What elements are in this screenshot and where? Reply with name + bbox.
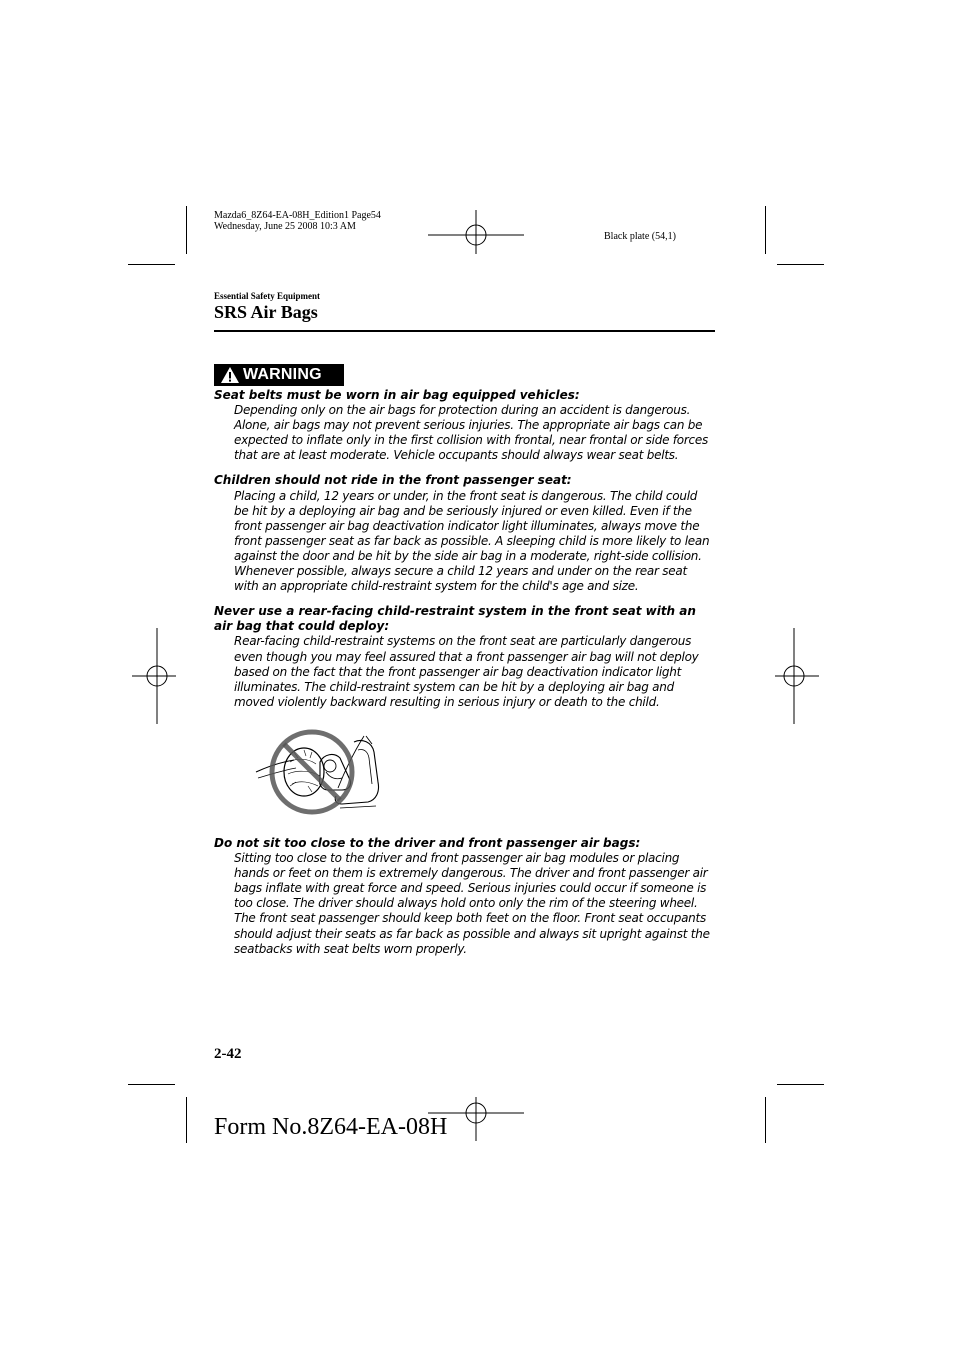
warning-triangle-icon — [220, 366, 240, 384]
warning-item — [214, 604, 714, 710]
title-rule — [214, 330, 715, 332]
warning-item-heading: Never use a rear-facing child-restraint system in the front seat with an air bag that could deploy: — [214, 604, 696, 634]
warning-item-body: Depending only on the air bags for protection during an accident is dangerous. Alone, air bags may not prevent serious injuries. The appropriate air bags can be expected to inflate only in the first collision with frontal, near frontal or side forces that are at least moderate. Vehicle occupants should always wear seat belts. — [234, 403, 709, 463]
warning-item-body: Sitting too close to the driver and front passenger air bag modules or placing hands or feet on them is extremely dangerous. The driver and front passenger air bags inflate with great force and speed. Serious injuries could occur if someone is too close. The driver should always hold onto only the rim of the steering wheel. The front seat passenger should keep both feet on the floor. Front seat occupants should adjust their seats as far back as possible and always sit upright against the seatbacks with seat belts worn properly. — [234, 851, 710, 956]
warning-item — [214, 473, 714, 594]
plate-label: Black plate (54,1) — [604, 231, 676, 242]
prohibited-rear-facing-child-seat-icon — [254, 722, 394, 818]
registration-mark-right-icon — [775, 628, 819, 724]
warning-content — [214, 388, 714, 967]
section-category: Essential Safety Equipment — [214, 291, 321, 301]
warning-text: WARNING — [243, 366, 322, 383]
print-file-info — [214, 210, 381, 232]
warning-item — [214, 388, 714, 463]
registration-mark-top-icon — [428, 210, 524, 254]
file-line: Mazda6_8Z64-EA-08H_Edition1 Page54 — [214, 210, 381, 221]
warning-item-body: Rear-facing child-restraint systems on the front seat are particularly dangerous even though you may feel assured that a front passenger air bag will not deploy based on the fact that the front passenger air bag deactivation indicator light illuminates. The child-restraint system can be hit by a deploying air bag and moved violently backward resulting in serious injury or death to the child. — [234, 634, 699, 709]
registration-mark-left-icon — [132, 628, 176, 724]
date-line: Wednesday, June 25 2008 10:3 AM — [214, 221, 356, 232]
warning-item — [214, 836, 714, 957]
form-number: Form No.8Z64-EA-08H — [214, 1114, 448, 1140]
warning-item-heading: Children should not ride in the front passenger seat: — [214, 473, 572, 488]
page-number: 2-42 — [214, 1046, 242, 1062]
warning-item-body: Placing a child, 12 years or under, in the front seat is dangerous. The child could be hit by a deploying air bag and be seriously injured or even killed. Even if the front passenger air bag deactivation indicator light illuminates, always move the front passenger seat as far back as possible. A sleeping child is more likely to lean against the door and be hit by the side air bag in a moderate, right-side collision. Whenever possible, always secure a child 12 years and under on the rear seat with an appropriate child-restraint system for the child's age and size. — [234, 488, 710, 594]
warning-label — [214, 364, 344, 386]
warning-item-heading: Seat belts must be worn in air bag equipped vehicles: — [214, 388, 580, 402]
page-title: SRS Air Bags — [214, 302, 318, 322]
warning-item-heading: Do not sit too close to the driver and front passenger air bags: — [214, 835, 641, 850]
